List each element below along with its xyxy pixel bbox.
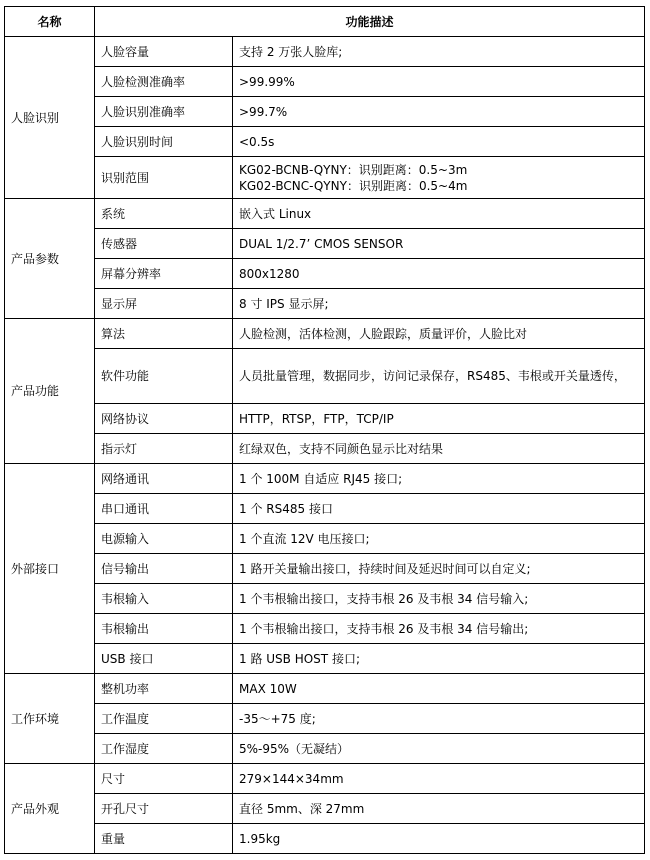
- spec-name: 屏幕分辨率: [95, 259, 233, 289]
- spec-value: DUAL 1/2.7’ CMOS SENSOR: [233, 229, 645, 259]
- spec-value: <0.5s: [233, 127, 645, 157]
- spec-value-line: KG02-BCNB-QYNY：识别距离：0.5~3m: [239, 162, 468, 177]
- table-row: [5, 199, 645, 229]
- header-name: 名称: [5, 7, 95, 37]
- spec-value: 1 个 RS485 接口: [233, 494, 645, 524]
- spec-value: MAX 10W: [233, 674, 645, 704]
- table-row: [5, 464, 645, 494]
- spec-name: 韦根输入: [95, 584, 233, 614]
- table-row: [5, 794, 645, 824]
- spec-name: 重量: [95, 824, 233, 854]
- spec-name: 指示灯: [95, 434, 233, 464]
- table-row: [5, 404, 645, 434]
- table-row: [5, 824, 645, 854]
- spec-value: >99.99%: [233, 67, 645, 97]
- table-row: [5, 289, 645, 319]
- table-row: [5, 764, 645, 794]
- spec-value: >99.7%: [233, 97, 645, 127]
- table-row: [5, 734, 645, 764]
- spec-name: 传感器: [95, 229, 233, 259]
- spec-value: 1 路开关量输出接口，持续时间及延迟时间可以自定义;: [233, 554, 645, 584]
- table-row: [5, 524, 645, 554]
- spec-value: 人员批量管理，数据同步，访问记录保存，RS485、韦根或开关量透传，: [233, 349, 645, 404]
- table-row: [5, 554, 645, 584]
- category-cell: 产品参数: [5, 199, 95, 319]
- spec-name: 尺寸: [95, 764, 233, 794]
- spec-name: 人脸识别时间: [95, 127, 233, 157]
- spec-value: 800x1280: [233, 259, 645, 289]
- table-row: [5, 127, 645, 157]
- spec-name: 韦根输出: [95, 614, 233, 644]
- spec-value: 1 路 USB HOST 接口;: [233, 644, 645, 674]
- table-row: [5, 349, 645, 404]
- spec-name: 串口通讯: [95, 494, 233, 524]
- table-row: [5, 67, 645, 97]
- table-row: [5, 157, 645, 199]
- table-row: [5, 644, 645, 674]
- spec-value: 红绿双色，支持不同颜色显示比对结果: [233, 434, 645, 464]
- table-row: [5, 97, 645, 127]
- table-row: [5, 674, 645, 704]
- spec-name: 工作湿度: [95, 734, 233, 764]
- spec-name: USB 接口: [95, 644, 233, 674]
- spec-value: 279×144×34mm: [233, 764, 645, 794]
- spec-name: 人脸容量: [95, 37, 233, 67]
- table-row: [5, 614, 645, 644]
- category-cell: 外部接口: [5, 464, 95, 674]
- spec-name: 工作温度: [95, 704, 233, 734]
- spec-name: 网络协议: [95, 404, 233, 434]
- table-row: [5, 584, 645, 614]
- spec-value-line: KG02-BCNC-QYNY：识别距离：0.5~4m: [239, 178, 468, 193]
- spec-value: 1 个 100M 自适应 RJ45 接口;: [233, 464, 645, 494]
- spec-name: 识别范围: [95, 157, 233, 199]
- category-cell: 工作环境: [5, 674, 95, 764]
- spec-name: 开孔尺寸: [95, 794, 233, 824]
- spec-value: 1.95kg: [233, 824, 645, 854]
- spec-table: [4, 6, 645, 854]
- spec-name: 信号输出: [95, 554, 233, 584]
- spec-value: 1 个直流 12V 电压接口;: [233, 524, 645, 554]
- spec-value: -35～+75 度;: [233, 704, 645, 734]
- spec-value: [233, 157, 645, 199]
- spec-value: 5%-95%（无凝结）: [233, 734, 645, 764]
- spec-name: 电源输入: [95, 524, 233, 554]
- spec-value: 8 寸 IPS 显示屏;: [233, 289, 645, 319]
- table-row: [5, 37, 645, 67]
- spec-value: 1 个韦根输出接口，支持韦根 26 及韦根 34 信号输出;: [233, 614, 645, 644]
- category-cell: 人脸识别: [5, 37, 95, 199]
- spec-value: HTTP，RTSP，FTP，TCP/IP: [233, 404, 645, 434]
- spec-name: 显示屏: [95, 289, 233, 319]
- spec-name: 软件功能: [95, 349, 233, 404]
- table-row: [5, 494, 645, 524]
- table-row: [5, 434, 645, 464]
- table-row: [5, 704, 645, 734]
- spec-name: 人脸检测准确率: [95, 67, 233, 97]
- table-header-row: [5, 7, 645, 37]
- spec-name: 系统: [95, 199, 233, 229]
- spec-value: 人脸检测，活体检测，人脸跟踪，质量评价，人脸比对: [233, 319, 645, 349]
- header-desc: 功能描述: [95, 7, 645, 37]
- category-cell: 产品功能: [5, 319, 95, 464]
- category-cell: 产品外观: [5, 764, 95, 854]
- spec-name: 算法: [95, 319, 233, 349]
- spec-name: 人脸识别准确率: [95, 97, 233, 127]
- spec-name: 整机功率: [95, 674, 233, 704]
- spec-value: 直径 5mm、深 27mm: [233, 794, 645, 824]
- spec-value: 支持 2 万张人脸库;: [233, 37, 645, 67]
- table-row: [5, 229, 645, 259]
- table-row: [5, 319, 645, 349]
- table-row: [5, 259, 645, 289]
- spec-name: 网络通讯: [95, 464, 233, 494]
- spec-value: 嵌入式 Linux: [233, 199, 645, 229]
- spec-value: 1 个韦根输出接口，支持韦根 26 及韦根 34 信号输入;: [233, 584, 645, 614]
